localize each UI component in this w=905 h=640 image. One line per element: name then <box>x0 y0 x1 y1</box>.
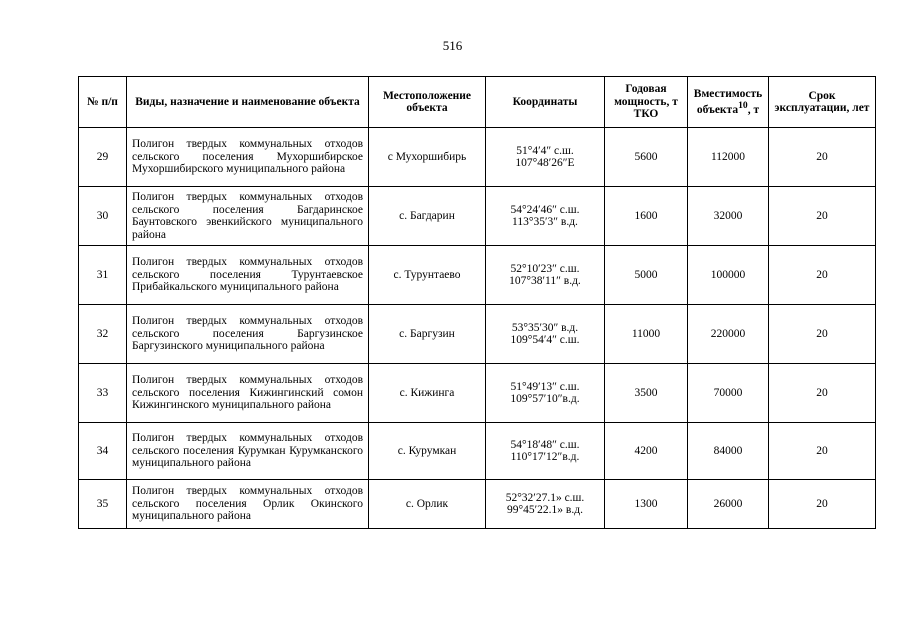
cell-location: с. Турунтаево <box>369 246 486 305</box>
cell-term: 20 <box>769 128 876 187</box>
cell-coordinates <box>486 246 605 305</box>
header-num: № п/п <box>79 77 127 128</box>
cell-term: 20 <box>769 480 876 529</box>
cell-location: с. Орлик <box>369 480 486 529</box>
coord-longitude: 113°35′3″ в.д. <box>512 216 578 228</box>
cell-name: Полигон твердых коммунальных отходов сельского поселения Баргузинское Баргузинского муниципального района <box>127 305 369 364</box>
table-row <box>79 423 876 480</box>
header-volume-unit: , т <box>747 103 760 116</box>
header-term: Срок эксплуатации, лет <box>769 77 876 128</box>
header-volume-text: Вместимость объекта <box>693 87 763 116</box>
coord-longitude: 109°54′4″ с.ш. <box>510 334 580 346</box>
coord-latitude: 51°49′13″ с.ш. <box>510 380 580 393</box>
cell-capacity: 4200 <box>605 423 688 480</box>
coord-longitude: 110°17′12″в.д. <box>510 451 580 463</box>
cell-capacity: 1300 <box>605 480 688 529</box>
cell-location: с. Кижинга <box>369 364 486 423</box>
cell-name: Полигон твердых коммунальных отходов сельского поселения Багдаринское Баунтовского эвенкийского муниципального района <box>127 187 369 246</box>
cell-num: 32 <box>79 305 127 364</box>
cell-term: 20 <box>769 423 876 480</box>
cell-coordinates <box>486 128 605 187</box>
cell-coordinates <box>486 364 605 423</box>
cell-name: Полигон твердых коммунальных отходов сельского поселения Орлик Окинского муниципального района <box>127 480 369 529</box>
cell-volume: 220000 <box>688 305 769 364</box>
cell-num: 35 <box>79 480 127 529</box>
cell-location: с. Баргузин <box>369 305 486 364</box>
cell-capacity: 3500 <box>605 364 688 423</box>
cell-location: с. Багдарин <box>369 187 486 246</box>
coord-latitude: 51°4′4″ с.ш. <box>516 144 574 157</box>
landfill-table <box>78 76 876 529</box>
cell-coordinates <box>486 305 605 364</box>
cell-term: 20 <box>769 305 876 364</box>
cell-capacity: 5600 <box>605 128 688 187</box>
cell-volume: 26000 <box>688 480 769 529</box>
coord-longitude: 99°45′22.1» в.д. <box>507 504 583 516</box>
header-volume-footnote: 10 <box>738 100 748 112</box>
cell-num: 29 <box>79 128 127 187</box>
header-location: Местоположение объекта <box>369 77 486 128</box>
cell-coordinates <box>486 187 605 246</box>
cell-term: 20 <box>769 364 876 423</box>
header-coordinates: Координаты <box>486 77 605 128</box>
coord-latitude: 52°32′27.1» с.ш. <box>505 491 585 504</box>
header-volume <box>688 77 769 128</box>
cell-num: 34 <box>79 423 127 480</box>
cell-location: с Мухоршибирь <box>369 128 486 187</box>
cell-name: Полигон твердых коммунальных отходов сельского поселения Курумкан Курумканского муниципального района <box>127 423 369 480</box>
coord-latitude: 53°35′30″ в.д. <box>511 321 579 334</box>
cell-capacity: 5000 <box>605 246 688 305</box>
coord-longitude: 107°48′26″E <box>515 157 575 169</box>
cell-num: 33 <box>79 364 127 423</box>
table-header-row <box>79 77 876 128</box>
table-row <box>79 305 876 364</box>
table-row <box>79 187 876 246</box>
page-number: 516 <box>442 38 463 53</box>
coord-latitude: 54°24′46″ с.ш. <box>510 203 580 216</box>
coord-longitude: 107°38′11″ в.д. <box>509 275 581 287</box>
cell-volume: 70000 <box>688 364 769 423</box>
cell-capacity: 1600 <box>605 187 688 246</box>
coord-longitude: 109°57′10″в.д. <box>510 393 580 405</box>
cell-name: Полигон твердых коммунальных отходов сельского поселения Кижингинский сомон Кижингинского муниципального района <box>127 364 369 423</box>
header-capacity: Годовая мощность, т ТКО <box>605 77 688 128</box>
cell-num: 30 <box>79 187 127 246</box>
table-row <box>79 246 876 305</box>
cell-volume: 100000 <box>688 246 769 305</box>
cell-num: 31 <box>79 246 127 305</box>
table-row <box>79 364 876 423</box>
cell-term: 20 <box>769 246 876 305</box>
cell-name: Полигон твердых коммунальных отходов сельского поселения Мухоршибирское Мухоршибирского муниципального района <box>127 128 369 187</box>
coord-latitude: 52°10′23″ с.ш. <box>510 262 580 275</box>
cell-name: Полигон твердых коммунальных отходов сельского поселения Турунтаевское Прибайкальского муниципального района <box>127 246 369 305</box>
cell-volume: 84000 <box>688 423 769 480</box>
table-row <box>79 480 876 529</box>
table-row <box>79 128 876 187</box>
header-name: Виды, назначение и наименование объекта <box>127 77 369 128</box>
cell-capacity: 11000 <box>605 305 688 364</box>
cell-coordinates <box>486 480 605 529</box>
coord-latitude: 54°18′48″ с.ш. <box>510 438 580 451</box>
cell-coordinates <box>486 423 605 480</box>
cell-volume: 32000 <box>688 187 769 246</box>
cell-volume: 112000 <box>688 128 769 187</box>
cell-location: с. Курумкан <box>369 423 486 480</box>
cell-term: 20 <box>769 187 876 246</box>
